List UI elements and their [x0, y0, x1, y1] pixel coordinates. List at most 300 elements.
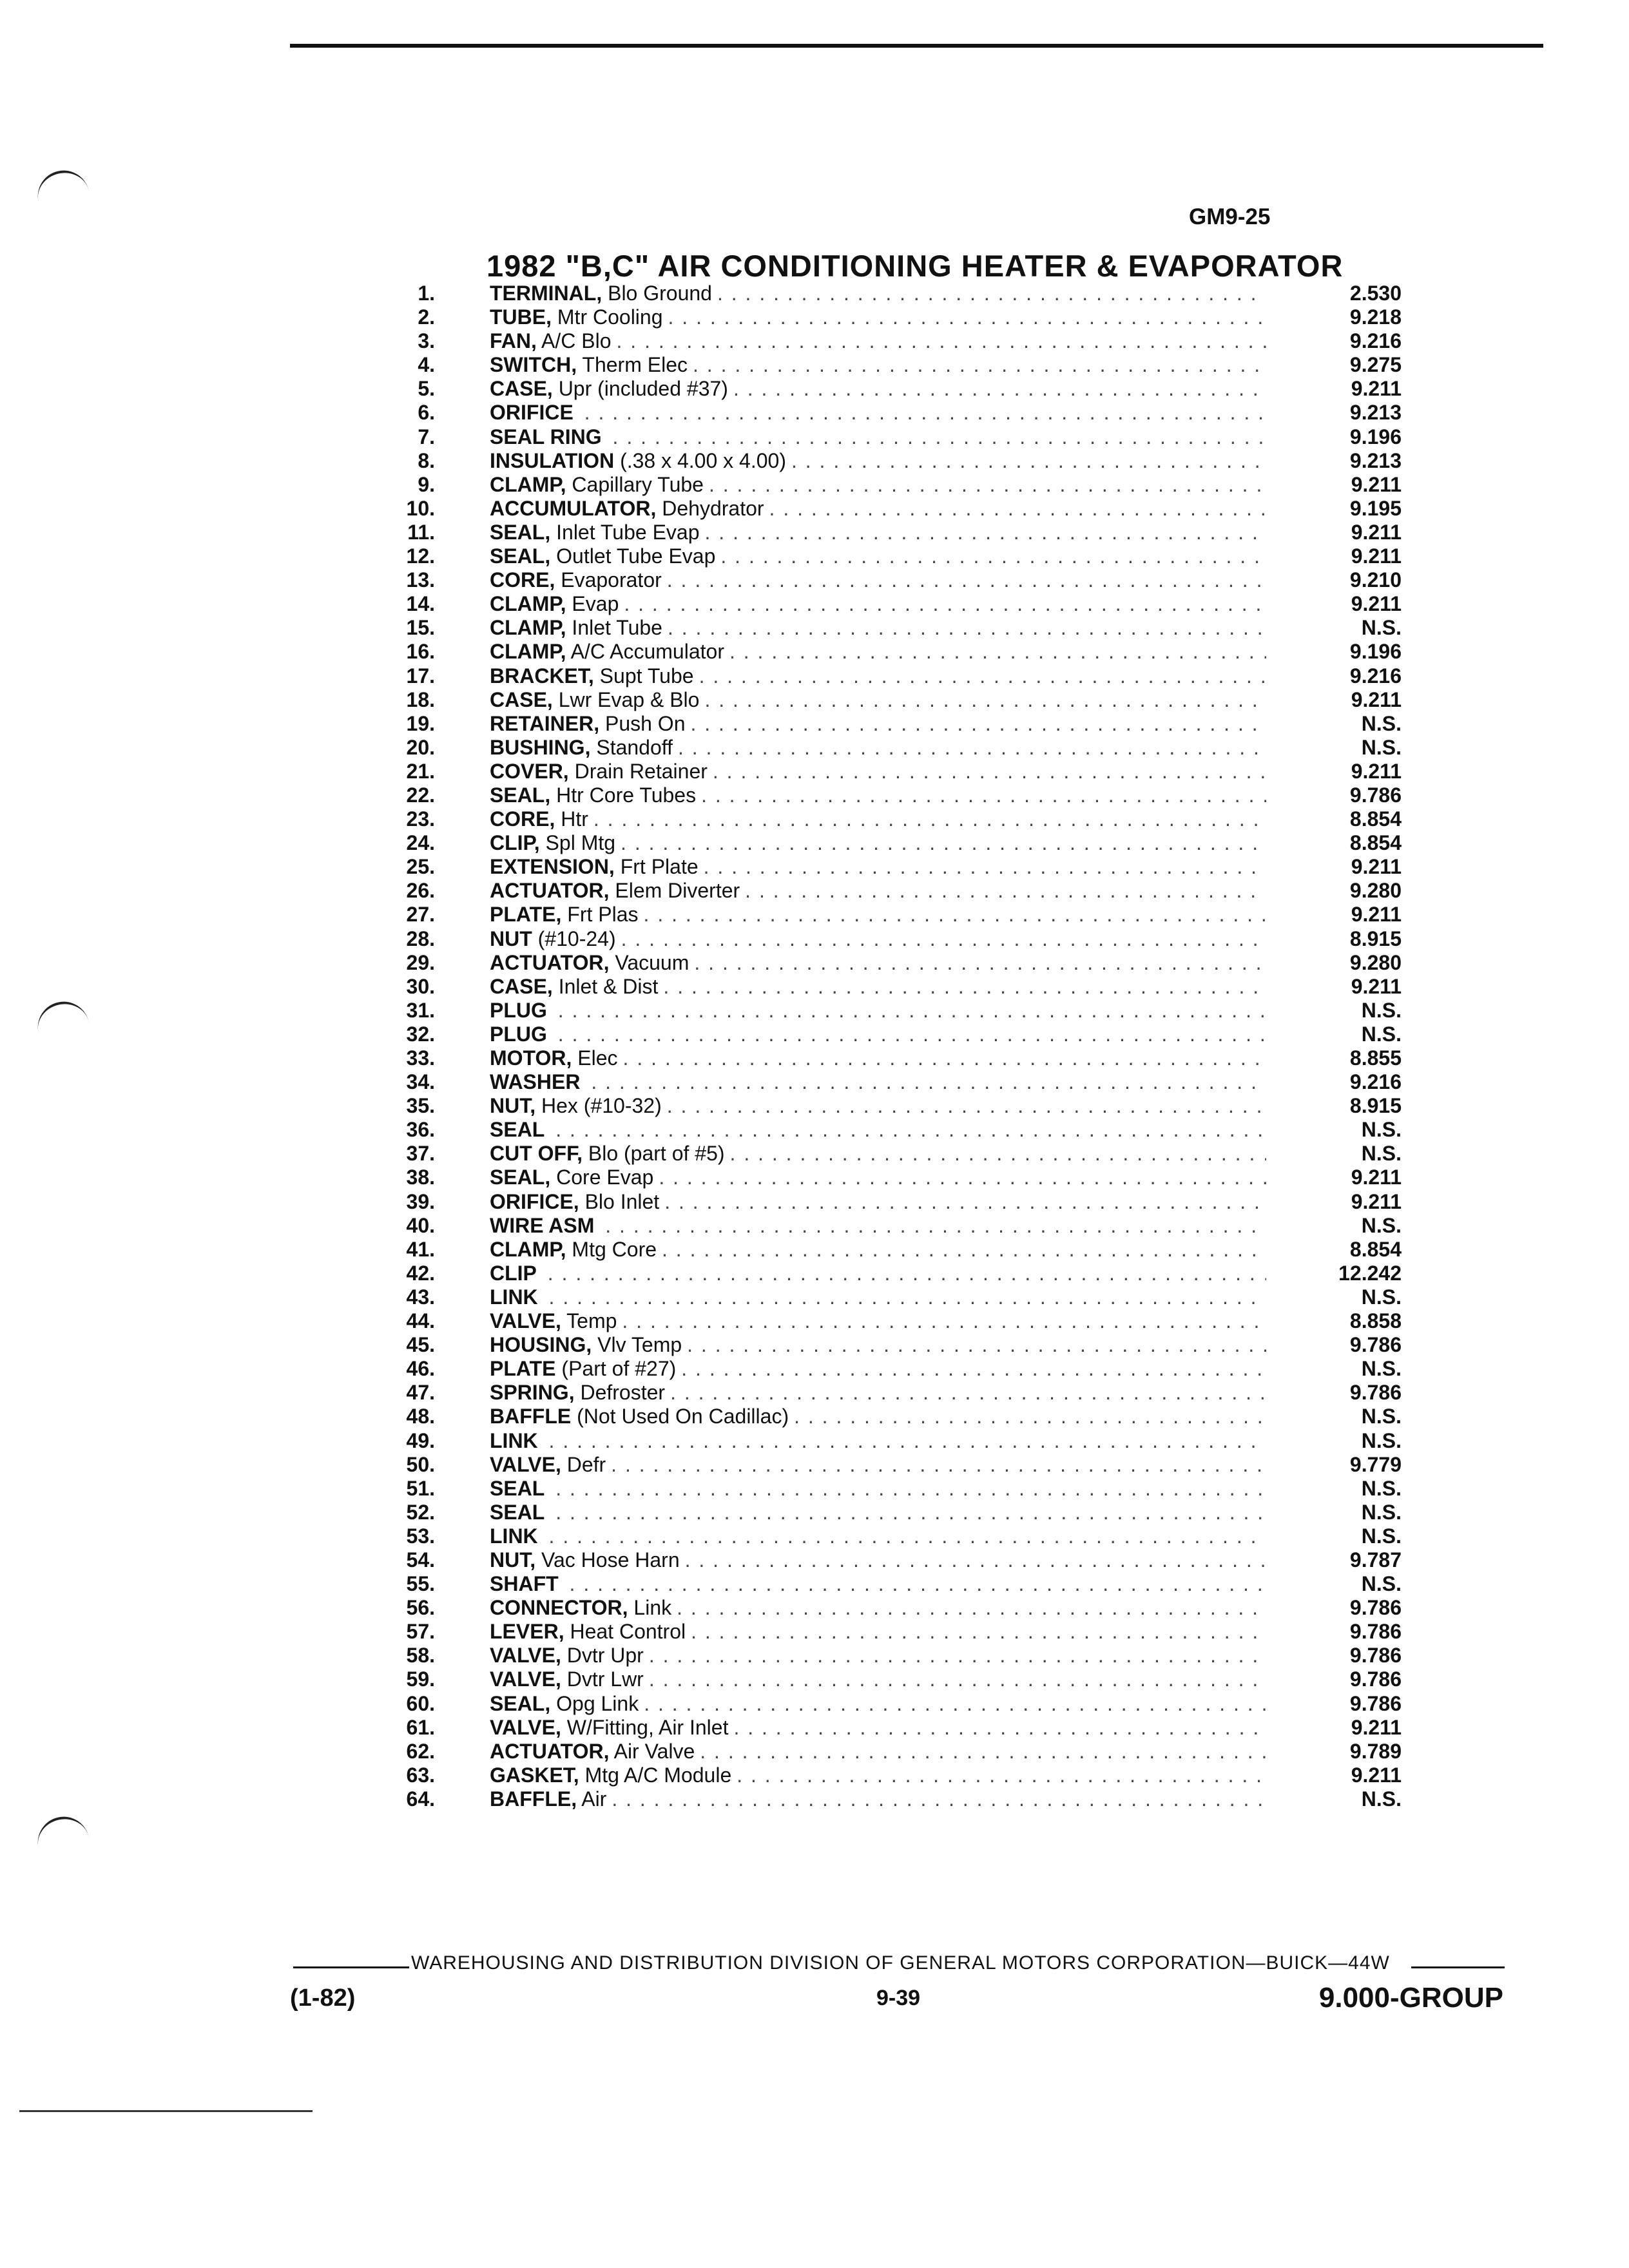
- part-description: Blo Ground: [608, 282, 712, 305]
- part-name: BRACKET,: [490, 664, 594, 687]
- part-name: SEAL,: [490, 544, 551, 568]
- part-description: Outlet Tube Evap: [556, 544, 716, 568]
- part-number: 36.: [406, 1118, 435, 1142]
- part-number: 6.: [418, 401, 435, 425]
- part-group-number: 9.779: [1349, 1452, 1402, 1476]
- binder-hole-mark: [33, 997, 89, 1035]
- part-entry: [490, 568, 1266, 592]
- part-group-number: 9.213: [1349, 401, 1402, 425]
- part-group-number: 9.211: [1351, 1763, 1402, 1787]
- part-description: Evap: [572, 592, 619, 616]
- part-description: Therm Elec: [582, 353, 688, 377]
- part-description: Htr: [561, 807, 588, 831]
- part-number: 18.: [406, 687, 435, 711]
- part-number: 30.: [406, 974, 435, 998]
- part-name: RETAINER,: [490, 711, 600, 735]
- part-group-number: N.S.: [1361, 1476, 1402, 1500]
- part-description: Defroster: [580, 1381, 666, 1405]
- part-group-number: 9.211: [1351, 974, 1402, 998]
- part-group-number: 9.195: [1349, 496, 1402, 520]
- part-description: Dehydrator: [662, 496, 764, 520]
- part-name: ORIFICE,: [490, 1189, 579, 1213]
- part-entry: [490, 712, 1266, 736]
- part-description: Dvtr Upr: [566, 1644, 644, 1667]
- part-name: HOUSING,: [490, 1333, 592, 1357]
- part-row: [406, 1572, 1402, 1596]
- part-group-number: 9.196: [1349, 640, 1402, 664]
- part-name: VALVE,: [490, 1667, 561, 1691]
- part-number: 35.: [406, 1094, 435, 1118]
- part-entry: [490, 329, 1266, 353]
- part-entry: [490, 1453, 1266, 1477]
- part-name: NUT,: [490, 1548, 536, 1571]
- part-description: Evaporator: [561, 568, 662, 592]
- part-group-number: 9.786: [1349, 783, 1402, 807]
- part-name: SEAL: [490, 1476, 545, 1500]
- part-description: Inlet & Dist: [558, 974, 659, 998]
- part-group-number: 9.218: [1349, 305, 1402, 329]
- part-group-number: 2.530: [1349, 282, 1402, 305]
- part-name: CONNECTOR,: [490, 1596, 628, 1620]
- part-row: [406, 640, 1402, 664]
- part-description: Air: [581, 1787, 607, 1811]
- part-row: [406, 1620, 1402, 1644]
- part-name: PLUG: [490, 998, 547, 1022]
- part-group-number: 9.211: [1351, 592, 1402, 616]
- part-group-number: N.S.: [1361, 1787, 1402, 1811]
- part-row: [406, 1261, 1402, 1285]
- part-entry: [490, 1142, 1266, 1166]
- part-description: Dvtr Lwr: [566, 1667, 644, 1691]
- part-name: CLIP,: [490, 831, 540, 855]
- part-name: ACTUATOR,: [490, 950, 610, 974]
- part-entry: [490, 497, 1266, 521]
- bottom-rule: [19, 2110, 313, 2112]
- part-description: Frt Plas: [567, 903, 639, 927]
- part-row: [406, 711, 1402, 736]
- part-group-number: 9.786: [1349, 1691, 1402, 1715]
- part-name: ACTUATOR,: [490, 1739, 610, 1763]
- part-name: WASHER: [490, 1070, 581, 1094]
- part-name: GASKET,: [490, 1763, 579, 1787]
- part-name: CLAMP,: [490, 472, 566, 496]
- part-entry: [490, 544, 1266, 568]
- part-description: Air Valve: [613, 1739, 695, 1763]
- part-row: [406, 1787, 1402, 1811]
- part-row: [406, 1309, 1402, 1333]
- part-group-number: N.S.: [1361, 1213, 1402, 1237]
- part-group-number: 9.216: [1349, 1070, 1402, 1094]
- part-group-number: 8.854: [1349, 831, 1402, 855]
- part-entry: [490, 760, 1266, 783]
- part-entry: [490, 1787, 1266, 1811]
- part-entry: [490, 1262, 1266, 1285]
- part-row: [406, 687, 1402, 712]
- part-group-number: N.S.: [1361, 711, 1402, 735]
- part-number: 64.: [406, 1787, 435, 1811]
- part-entry: [490, 927, 1266, 951]
- part-group-number: 9.211: [1351, 1166, 1402, 1189]
- part-description: Vacuum: [615, 950, 689, 974]
- part-number: 38.: [406, 1166, 435, 1189]
- part-number: 15.: [406, 616, 435, 640]
- part-name: CASE,: [490, 687, 553, 711]
- part-number: 58.: [406, 1644, 435, 1667]
- part-description: A/C Blo: [541, 329, 612, 353]
- part-description: Temp: [566, 1309, 617, 1333]
- part-number: 54.: [406, 1548, 435, 1571]
- part-description: (Not Used On Cadillac): [577, 1405, 789, 1428]
- part-group-number: 9.275: [1349, 353, 1402, 377]
- part-description: Push On: [604, 711, 686, 735]
- part-row: [406, 1691, 1402, 1716]
- part-description: Blo (part of #5): [588, 1142, 725, 1166]
- part-description: Lwr Evap & Blo: [558, 687, 700, 711]
- part-description: Vac Hose Harn: [541, 1548, 680, 1571]
- part-name: LINK: [490, 1428, 538, 1452]
- part-name: VALVE,: [490, 1644, 561, 1667]
- part-row: [406, 1142, 1402, 1166]
- part-number: 56.: [406, 1596, 435, 1620]
- part-row: [406, 879, 1402, 903]
- binder-hole-mark: [33, 166, 89, 204]
- binder-hole-mark: [33, 1812, 89, 1850]
- part-entry: [490, 999, 1266, 1023]
- footer-group: 9.000-GROUP: [1318, 1982, 1503, 2013]
- part-row: [406, 592, 1402, 616]
- part-name: NUT: [490, 927, 532, 950]
- part-group-number: 8.855: [1349, 1046, 1402, 1070]
- part-entry: [490, 1118, 1266, 1142]
- part-group-number: N.S.: [1361, 1572, 1402, 1596]
- part-entry: [490, 1716, 1266, 1740]
- part-number: 43.: [406, 1285, 435, 1309]
- part-entry: [490, 664, 1266, 688]
- part-number: 9.: [418, 472, 435, 496]
- part-entry: [490, 353, 1266, 377]
- part-group-number: 9.211: [1351, 377, 1402, 401]
- part-entry: [490, 1214, 1266, 1238]
- part-entry: [490, 951, 1266, 975]
- part-group-number: 9.786: [1349, 1620, 1402, 1644]
- part-group-number: 9.211: [1351, 1715, 1402, 1739]
- part-number: 34.: [406, 1070, 435, 1094]
- part-name: CLAMP,: [490, 640, 566, 664]
- part-row: [406, 664, 1402, 688]
- part-entry: [490, 640, 1266, 664]
- part-group-number: 9.280: [1349, 879, 1402, 903]
- part-row: [412, 305, 1402, 329]
- part-name: SEAL,: [490, 1166, 551, 1189]
- footer-rule-right: [1411, 1966, 1505, 1968]
- part-group-number: 9.213: [1349, 448, 1402, 472]
- part-row: [412, 282, 1402, 305]
- part-row: [406, 1763, 1402, 1787]
- part-number: 42.: [406, 1261, 435, 1285]
- part-description: Capillary Tube: [572, 472, 704, 496]
- part-row: [406, 903, 1402, 927]
- part-name: CUT OFF,: [490, 1142, 583, 1166]
- part-group-number: N.S.: [1361, 1142, 1402, 1166]
- part-row: [406, 927, 1402, 951]
- part-row: [412, 329, 1402, 353]
- part-name: SEAL: [490, 1500, 545, 1524]
- part-description: Mtr Cooling: [557, 305, 663, 329]
- part-description: Link: [633, 1596, 672, 1620]
- part-row: [406, 1357, 1402, 1381]
- part-entry: [490, 1190, 1266, 1214]
- part-row: [406, 1644, 1402, 1667]
- part-row: [406, 1381, 1402, 1405]
- part-entry: [490, 1763, 1266, 1787]
- part-row: [406, 1237, 1402, 1262]
- part-number: 49.: [406, 1428, 435, 1452]
- part-description: Spl Mtg: [545, 831, 616, 855]
- part-group-number: N.S.: [1361, 735, 1402, 759]
- part-group-number: 8.854: [1349, 807, 1402, 831]
- part-group-number: 9.211: [1351, 687, 1402, 711]
- part-description: (Part of #27): [561, 1357, 677, 1381]
- part-group-number: N.S.: [1361, 1357, 1402, 1381]
- part-entry: [490, 1740, 1266, 1763]
- part-number: 19.: [406, 711, 435, 735]
- part-row: [406, 1548, 1402, 1572]
- part-entry: [490, 1285, 1266, 1309]
- part-number: 21.: [406, 759, 435, 783]
- part-number: 61.: [406, 1715, 435, 1739]
- part-number: 41.: [406, 1237, 435, 1261]
- part-row: [406, 1118, 1402, 1142]
- part-row: [406, 735, 1402, 760]
- part-description: Inlet Tube: [572, 616, 662, 640]
- part-description: Mtg A/C Module: [584, 1763, 732, 1787]
- part-entry: [490, 1572, 1266, 1596]
- part-group-number: 9.789: [1349, 1739, 1402, 1763]
- part-entry: [490, 975, 1266, 999]
- part-name: PLATE,: [490, 903, 562, 927]
- part-entry: [490, 282, 1266, 305]
- part-entry: [490, 1023, 1266, 1046]
- parts-list: [406, 282, 1402, 1811]
- part-entry: [490, 377, 1266, 401]
- part-number: 5.: [418, 377, 435, 401]
- part-row: [406, 1213, 1402, 1238]
- part-row: [406, 1333, 1402, 1357]
- part-row: [406, 1428, 1402, 1453]
- part-group-number: 9.216: [1349, 664, 1402, 687]
- part-group-number: N.S.: [1361, 1428, 1402, 1452]
- part-row: [406, 1046, 1402, 1070]
- part-group-number: 9.211: [1351, 903, 1402, 927]
- part-entry: [490, 1501, 1266, 1524]
- part-name: MOTOR,: [490, 1046, 572, 1070]
- part-row: [406, 1667, 1402, 1691]
- part-name: CASE,: [490, 377, 553, 401]
- part-number: 14.: [406, 592, 435, 616]
- part-number: 7.: [418, 425, 435, 448]
- part-group-number: N.S.: [1361, 1285, 1402, 1309]
- part-group-number: 9.787: [1349, 1548, 1402, 1571]
- part-description: W/Fitting, Air Inlet: [566, 1715, 729, 1739]
- part-group-number: 8.854: [1349, 1237, 1402, 1261]
- part-entry: [490, 1667, 1266, 1691]
- part-entry: [490, 1357, 1266, 1381]
- part-row: [406, 1022, 1402, 1046]
- part-row: [406, 1524, 1402, 1548]
- part-number: 12.: [406, 544, 435, 568]
- part-name: PLATE: [490, 1357, 556, 1381]
- part-name: BAFFLE,: [490, 1787, 577, 1811]
- part-number: 55.: [406, 1572, 435, 1596]
- part-row: [406, 1166, 1402, 1189]
- part-number: 52.: [406, 1500, 435, 1524]
- part-name: TERMINAL,: [490, 282, 602, 305]
- part-row: [406, 1715, 1402, 1740]
- part-name: SWITCH,: [490, 353, 577, 377]
- part-group-number: 9.786: [1349, 1381, 1402, 1405]
- part-entry: [490, 807, 1266, 831]
- part-name: ACTUATOR,: [490, 879, 610, 903]
- part-number: 31.: [406, 998, 435, 1022]
- part-number: 10.: [406, 496, 435, 520]
- part-row: [406, 1500, 1402, 1524]
- part-number: 51.: [406, 1476, 435, 1500]
- part-number: 44.: [406, 1309, 435, 1333]
- part-name: VALVE,: [490, 1715, 561, 1739]
- part-number: 45.: [406, 1333, 435, 1357]
- part-group-number: N.S.: [1361, 998, 1402, 1022]
- part-number: 8.: [418, 448, 435, 472]
- part-group-number: N.S.: [1361, 1118, 1402, 1142]
- part-number: 28.: [406, 927, 435, 950]
- part-number: 26.: [406, 879, 435, 903]
- part-entry: [490, 1309, 1266, 1333]
- part-number: 20.: [406, 735, 435, 759]
- part-group-number: 12.242: [1338, 1261, 1402, 1285]
- part-entry: [490, 473, 1266, 497]
- part-number: 63.: [406, 1763, 435, 1787]
- part-name: ORIFICE: [490, 401, 574, 425]
- part-group-number: 9.211: [1351, 472, 1402, 496]
- part-name: CLAMP,: [490, 1237, 566, 1261]
- part-row: [406, 1476, 1402, 1501]
- part-entry: [490, 1405, 1266, 1428]
- part-number: 23.: [406, 807, 435, 831]
- part-name: SPRING,: [490, 1381, 575, 1405]
- part-entry: [490, 879, 1266, 903]
- part-group-number: 9.211: [1351, 1189, 1402, 1213]
- part-description: (.38 x 4.00 x 4.00): [620, 448, 786, 472]
- part-entry: [490, 1094, 1266, 1118]
- part-entry: [490, 521, 1266, 544]
- part-name: LINK: [490, 1285, 538, 1309]
- part-entry: [490, 1644, 1266, 1667]
- part-row: [412, 425, 1402, 449]
- part-name: VALVE,: [490, 1452, 561, 1476]
- part-row: [406, 544, 1402, 568]
- part-name: BAFFLE: [490, 1405, 572, 1428]
- part-group-number: 9.786: [1349, 1644, 1402, 1667]
- part-name: BUSHING,: [490, 735, 591, 759]
- part-name: VALVE,: [490, 1309, 561, 1333]
- part-entry: [490, 1477, 1266, 1501]
- part-group-number: N.S.: [1361, 1500, 1402, 1524]
- part-number: 60.: [406, 1691, 435, 1715]
- part-number: 25.: [406, 855, 435, 879]
- part-entry: [490, 1692, 1266, 1716]
- part-group-number: N.S.: [1361, 1405, 1402, 1428]
- part-name: NUT,: [490, 1094, 536, 1118]
- part-number: 37.: [406, 1142, 435, 1166]
- part-number: 33.: [406, 1046, 435, 1070]
- part-number: 47.: [406, 1381, 435, 1405]
- part-description: Supt Tube: [599, 664, 694, 687]
- part-number: 32.: [406, 1022, 435, 1046]
- part-group-number: 9.211: [1351, 544, 1402, 568]
- part-group-number: 9.786: [1349, 1596, 1402, 1620]
- part-entry: [490, 688, 1266, 712]
- part-description: Mtg Core: [572, 1237, 657, 1261]
- part-number: 24.: [406, 831, 435, 855]
- part-name: CORE,: [490, 807, 555, 831]
- part-entry: [490, 1333, 1266, 1357]
- part-name: CASE,: [490, 974, 553, 998]
- part-entry: [490, 903, 1266, 927]
- part-entry: [490, 831, 1266, 855]
- part-entry: [490, 1070, 1266, 1094]
- part-row: [412, 377, 1402, 401]
- part-number: 29.: [406, 950, 435, 974]
- part-entry: [490, 1429, 1266, 1453]
- part-entry: [490, 449, 1266, 473]
- part-entry: [490, 616, 1266, 640]
- page-code: GM9-25: [1189, 204, 1271, 229]
- part-group-number: 9.211: [1351, 855, 1402, 879]
- part-row: [407, 520, 1402, 544]
- part-row: [406, 496, 1402, 521]
- part-row: [406, 1596, 1402, 1620]
- top-rule: [290, 44, 1543, 48]
- part-number: 17.: [406, 664, 435, 687]
- footer-page-number: 9-39: [876, 1986, 921, 2010]
- part-entry: [490, 1381, 1266, 1405]
- part-row: [412, 473, 1402, 497]
- part-number: 13.: [406, 568, 435, 592]
- part-name: CORE,: [490, 568, 555, 592]
- part-description: Standoff: [596, 735, 673, 759]
- part-description: Blo Inlet: [584, 1189, 660, 1213]
- part-description: (#10-24): [537, 927, 616, 950]
- part-number: 39.: [406, 1189, 435, 1213]
- part-description: A/C Accumulator: [570, 640, 724, 664]
- part-name: PLUG: [490, 1022, 547, 1046]
- part-row: [406, 950, 1402, 975]
- part-name: SEAL: [490, 1118, 545, 1142]
- part-name: WIRE ASM: [490, 1213, 595, 1237]
- part-row: [406, 974, 1402, 999]
- part-entry: [490, 1046, 1266, 1070]
- part-description: Inlet Tube Evap: [556, 520, 700, 544]
- part-row: [406, 1405, 1402, 1428]
- part-number: 4.: [418, 353, 435, 377]
- part-entry: [490, 1548, 1266, 1572]
- part-entry: [490, 1238, 1266, 1262]
- part-group-number: 9.211: [1351, 520, 1402, 544]
- part-row: [406, 1094, 1402, 1118]
- part-description: Core Evap: [556, 1166, 654, 1189]
- page-title: 1982 "B,C" AIR CONDITIONING HEATER & EVAPORATOR: [487, 249, 1344, 283]
- part-description: Vlv Temp: [597, 1333, 682, 1357]
